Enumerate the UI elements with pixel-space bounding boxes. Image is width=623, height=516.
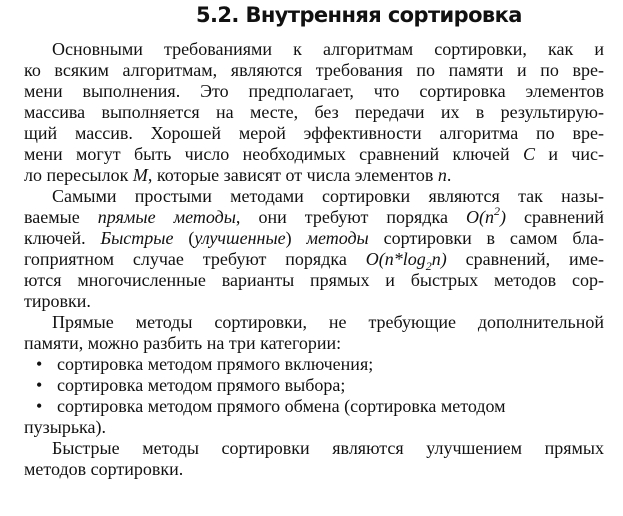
paragraph-requirements xyxy=(24,39,604,186)
list-item: • сортировка методом прямого включения; xyxy=(36,354,374,374)
text-line: Самыми простыми методами сортировки являются так назы- xyxy=(52,186,604,206)
text-fragment: ваемые xyxy=(24,207,80,227)
list-item: • сортировка методом прямого обмена (сортировка методом xyxy=(36,396,506,416)
text-line xyxy=(24,228,604,249)
text-line: мени выполнения. Это предполагает, что сортировка элементов xyxy=(24,81,604,101)
category-list xyxy=(24,354,604,438)
text-fragment: гоприятном случае требуют порядка xyxy=(24,249,347,269)
text-line: массива выполняется на месте, без передачи их в результирую- xyxy=(24,102,604,122)
variable-n: n xyxy=(437,165,447,185)
text-line: Основными требованиями к алгоритмам сортировки, как и xyxy=(52,39,604,59)
list-item: • сортировка методом прямого выбора; xyxy=(36,375,346,395)
text-fragment: . xyxy=(446,165,452,185)
section-heading: 5.2. Внутренняя сортировка xyxy=(196,3,522,27)
text-fragment: ключей. xyxy=(24,228,86,248)
bullet-icon: • xyxy=(36,354,43,374)
paragraph-categories xyxy=(24,312,604,354)
variable-m: M xyxy=(132,165,148,185)
text-fragment: сортировки в самом бла- xyxy=(383,228,604,248)
text-line: ются многочисленные варианты прямых и быстрых методов сор- xyxy=(24,270,604,290)
text-line xyxy=(24,165,604,186)
text-line: пузырька). xyxy=(24,417,107,437)
term-fast-methods: Быстрые xyxy=(100,228,174,248)
variable-c: C xyxy=(522,144,535,164)
text-line: Быстрые методы сортировки являются улучшением прямых xyxy=(52,438,604,458)
text-fragment: , которые зависят от числа элементов xyxy=(147,165,434,185)
text-line: щий массив. Хорошей мерой эффективности алгоритма по вре- xyxy=(24,123,604,143)
bullet-icon: • xyxy=(36,396,43,416)
text-line xyxy=(24,204,605,228)
text-line: тировки. xyxy=(24,291,91,311)
term-improved: (улучшенные) xyxy=(188,228,292,248)
term-methods: методы xyxy=(306,228,369,248)
text-line: Прямые методы сортировки, не требующие дополнительной xyxy=(52,312,604,332)
text-line: памяти, можно разбить на три категории: xyxy=(24,333,342,353)
bullet-icon: • xyxy=(36,375,43,395)
text-line xyxy=(24,249,605,273)
complexity-n-squared: $O(n^2)$ xyxy=(466,204,506,227)
paragraph-fast-methods xyxy=(24,438,604,480)
section-body xyxy=(24,39,604,480)
text-fragment: , они требуют порядка xyxy=(235,207,448,227)
term-direct-methods: прямые методы xyxy=(97,207,236,227)
paragraph-methods xyxy=(24,186,604,312)
text-fragment: сравнений, име- xyxy=(465,249,605,269)
text-fragment: и чис- xyxy=(548,144,604,164)
text-line: ко всяким алгоритмам, являются требования по памяти и по вре- xyxy=(24,60,604,80)
text-fragment: мени могут быть число необходимых сравнений ключей xyxy=(24,144,510,164)
text-fragment: ло пересылок xyxy=(24,165,129,185)
complexity-n-log-n: $O(n*\log_2n)$ xyxy=(365,249,447,273)
text-line xyxy=(24,144,604,165)
text-fragment: сравнений xyxy=(524,207,605,227)
text-line: методов сортировки. xyxy=(24,459,184,479)
